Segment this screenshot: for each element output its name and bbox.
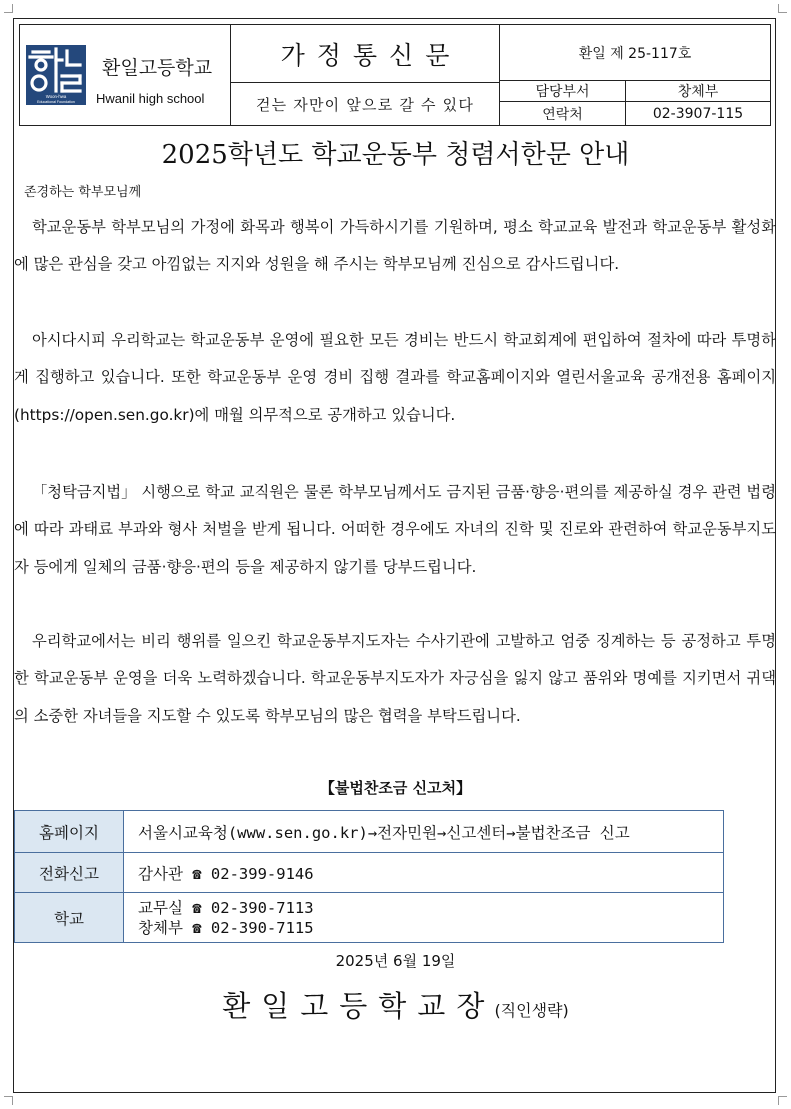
phone-line: 교무실 ☎ 02-390-7113 bbox=[138, 898, 314, 917]
seal-note: (직인생략) bbox=[494, 1001, 569, 1020]
table-row bbox=[15, 811, 724, 853]
principal-signature bbox=[0, 984, 791, 1025]
page-corner-mark bbox=[778, 1096, 787, 1105]
dept-label-text: 담당부서 bbox=[535, 84, 590, 100]
school-logo-icon bbox=[26, 45, 86, 105]
phone-line: 감사관 ☎ 02-399-9146 bbox=[138, 864, 314, 883]
dept-value bbox=[626, 81, 770, 102]
contact-value bbox=[626, 102, 770, 125]
dept-label bbox=[500, 81, 626, 102]
paragraph-2 bbox=[14, 322, 776, 434]
paragraph-text: 「청탁금지법」 시행으로 학교 교직원은 물론 학부모님께서도 금지된 금품·향응·편의를 제공하실 경우 관련 법령에 따라 과태료 부과와 형사 처벌을 받게 됩니다. 어떠한 경우에도 자녀의 진학 및 진로와 관련하여 학교운동부지도자 등에게 일체의 금품·향응·편의 등을 제공하지 않기를 당부드립니다. bbox=[14, 483, 776, 576]
row-label: 전화신고 bbox=[15, 853, 124, 893]
paragraph-3 bbox=[14, 474, 776, 586]
contact-value-text: 02-3907-115 bbox=[652, 105, 744, 122]
school-name: 환일고등학교 bbox=[102, 57, 213, 79]
svg-text:Woon-hwa: Woon-hwa bbox=[45, 94, 67, 99]
report-section-title: 【불법찬조금 신고처】 bbox=[319, 779, 472, 797]
issue-date: 2025년 6월 19일 bbox=[335, 952, 456, 970]
school-motto bbox=[231, 83, 499, 125]
paragraph-text: 아시다시피 우리학교는 학교운동부 운영에 필요한 모든 경비는 반드시 학교회계에 편입하여 절차에 따라 투명하게 집행하고 있습니다. 또한 학교운동부 운영 경비 집행 결과를 학교홈페이지와 열린서울교육 공개전용 홈페이지(https://open.sen.go.kr)에 매월 의무적으로 공개하고 있습니다. bbox=[14, 331, 776, 424]
document-number-text: 환일 제 25-117호 bbox=[578, 45, 692, 62]
phone-line: 창체부 ☎ 02-390-7115 bbox=[138, 918, 314, 937]
school-name-english: Hwanil high school bbox=[96, 91, 205, 106]
table-row bbox=[15, 893, 724, 943]
homepage-path: 서울시교육청(www.sen.go.kr)→전자민원→신고센터→불법찬조금 신고 bbox=[138, 823, 630, 842]
greeting: 존경하는 학부모님께 bbox=[24, 185, 142, 200]
row-value bbox=[124, 893, 724, 943]
svg-text:Educational Foundation: Educational Foundation bbox=[37, 100, 75, 104]
row-value bbox=[124, 853, 724, 893]
letter-header bbox=[19, 24, 771, 126]
report-contacts-table bbox=[14, 810, 724, 943]
contact-label-text: 연락처 bbox=[542, 106, 583, 123]
contact-label bbox=[500, 102, 626, 125]
principal-name: 환일고등학교장 bbox=[222, 989, 496, 1023]
paragraph-text: 우리학교에서는 비리 행위를 일으킨 학교운동부지도자는 수사기관에 고발하고 엄중 징계하는 등 공정하고 투명한 학교운동부 운영을 더욱 노력하겠습니다. 학교운동부지도자가 자긍심을 잃지 않고 품위와 명예를 지키면서 귀댁의 소중한 자녀들을 지도할 수 있도록 학부모님의 많은 협력을 부탁드립니다. bbox=[14, 632, 776, 725]
paragraph-text: 학교운동부 학부모님의 가정에 화목과 행복이 가득하시기를 기원하며, 평소 학교교육 발전과 학교운동부 활성화에 많은 관심을 갖고 아낌없는 지지와 성원을 해 주시는 학부모님께 진심으로 감사드립니다. bbox=[14, 218, 776, 274]
paragraph-4 bbox=[14, 623, 776, 735]
document-title: 2025학년도 학교운동부 청렴서한문 안내 bbox=[161, 140, 630, 170]
row-value bbox=[124, 811, 724, 853]
dept-value-text: 창체부 bbox=[677, 84, 719, 100]
school-motto-text: 걷는 자만이 앞으로 갈 수 있다 bbox=[255, 95, 475, 114]
table-row bbox=[15, 853, 724, 893]
page-corner-mark bbox=[4, 1096, 13, 1105]
row-label: 학교 bbox=[15, 893, 124, 943]
row-label: 홈페이지 bbox=[15, 811, 124, 853]
page-corner-mark bbox=[778, 4, 787, 13]
school-logo bbox=[26, 45, 86, 105]
newsletter-title bbox=[231, 25, 499, 83]
document-number bbox=[500, 25, 770, 81]
paragraph-1 bbox=[14, 209, 776, 284]
page-corner-mark bbox=[4, 4, 13, 13]
newsletter-title-text: 가정통신문 bbox=[280, 40, 462, 70]
